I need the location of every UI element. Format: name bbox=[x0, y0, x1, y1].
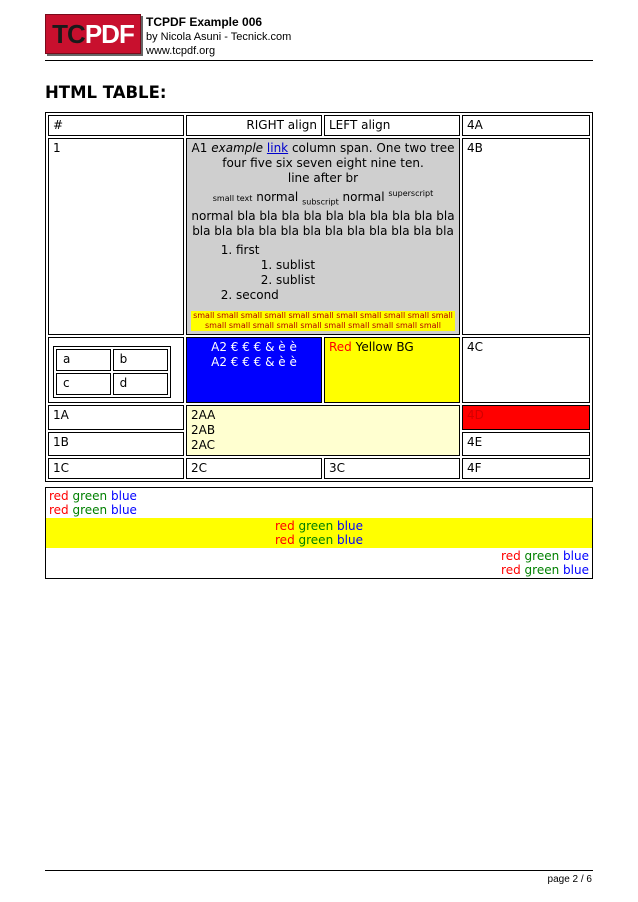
table-row bbox=[48, 405, 590, 430]
red-text: red bbox=[49, 489, 69, 503]
table-row bbox=[46, 548, 593, 579]
rgb-cell-left bbox=[46, 488, 593, 519]
table-row bbox=[46, 488, 593, 519]
green-text: green bbox=[524, 549, 560, 563]
red-text: red bbox=[49, 503, 69, 517]
green-text: green bbox=[72, 489, 108, 503]
bla-text: normal bla bla bla bla bla bla bla bla bla bla bla bla bla bla bla bla bla bla bla bla bla bla bbox=[191, 209, 455, 239]
header-title: TCPDF Example 006 bbox=[146, 15, 263, 29]
cell-1a: 1A bbox=[48, 405, 184, 430]
list-item bbox=[236, 243, 455, 288]
cell-4b: 4B bbox=[462, 138, 590, 335]
cell-right-align: RIGHT align bbox=[186, 115, 322, 136]
table-row bbox=[48, 337, 590, 403]
cell-line-2aa: 2AA bbox=[191, 408, 216, 423]
subscript-text: subscript bbox=[302, 197, 339, 207]
nested-cell-c: c bbox=[56, 373, 111, 395]
red-text: red bbox=[501, 549, 521, 563]
rgb-alignment-table bbox=[45, 487, 593, 579]
footer-rule bbox=[45, 870, 593, 871]
small-yellow-box: small small small small small small small small small small small small small small small small small small small small small bbox=[191, 311, 455, 331]
red-text: red bbox=[275, 519, 295, 533]
cell-hash: # bbox=[48, 115, 184, 136]
table-row bbox=[48, 458, 590, 479]
blue-text: blue bbox=[563, 563, 589, 577]
table-row bbox=[56, 349, 168, 371]
cell-4e: 4E bbox=[462, 432, 590, 457]
blue-text: blue bbox=[337, 533, 363, 547]
header-rule bbox=[45, 60, 593, 61]
tcpdf-logo bbox=[45, 14, 141, 54]
list-item-first: first bbox=[236, 243, 260, 258]
cell-2a-rowspan bbox=[186, 405, 460, 456]
list-item: 1. sublist bbox=[276, 258, 455, 273]
cell-4d: 4D bbox=[462, 405, 590, 430]
a1-text-rest: column span. One two tree four five six seven eight nine ten. bbox=[222, 141, 455, 170]
header-url: www.tcpdf.org bbox=[146, 45, 216, 57]
cell-nested-table bbox=[48, 337, 184, 403]
logo-text-pdf: PDF bbox=[84, 18, 134, 49]
logo-text-tc: TC bbox=[52, 18, 85, 49]
red-word: Red bbox=[329, 340, 352, 355]
cell-a1-colspan bbox=[186, 138, 460, 335]
header-author: by Nicola Asuni - Tecnick.com bbox=[146, 31, 292, 43]
cell-4a: 4A bbox=[462, 115, 590, 136]
nested-cell-a: a bbox=[56, 349, 111, 371]
list-item: 2. second bbox=[236, 288, 455, 303]
page-heading: HTML TABLE: bbox=[45, 83, 167, 102]
a1-italic: example bbox=[211, 141, 264, 155]
green-text: green bbox=[298, 533, 334, 547]
ordered-list bbox=[191, 243, 455, 303]
green-text: green bbox=[72, 503, 108, 517]
blue-text: blue bbox=[337, 519, 363, 533]
blue-text: blue bbox=[111, 489, 137, 503]
blue-text: blue bbox=[111, 503, 137, 517]
green-text: green bbox=[298, 519, 334, 533]
table-row bbox=[46, 518, 593, 548]
a1-text: A1 bbox=[191, 141, 212, 155]
red-text: red bbox=[501, 563, 521, 577]
nested-cell-d: d bbox=[113, 373, 168, 395]
nested-cell-b: b bbox=[113, 349, 168, 371]
cell-4c: 4C bbox=[462, 337, 590, 403]
table-row bbox=[48, 138, 590, 335]
header-text bbox=[146, 15, 291, 58]
cell-a2-blue bbox=[186, 337, 322, 403]
a1-link[interactable]: link bbox=[266, 141, 289, 155]
cell-line-2ab: 2AB bbox=[191, 423, 216, 438]
page-number: page 2 / 6 bbox=[547, 874, 592, 885]
cell-2c: 2C bbox=[186, 458, 322, 479]
yellow-bg-text: Yellow BG bbox=[351, 340, 414, 355]
superscript-text: superscript bbox=[388, 189, 434, 198]
table-row bbox=[48, 115, 590, 136]
list-item: 2. sublist bbox=[276, 273, 455, 288]
rgb-cell-right bbox=[46, 548, 593, 579]
cell-4f: 4F bbox=[462, 458, 590, 479]
rgb-cell-center bbox=[46, 518, 593, 548]
cell-left-align: LEFT align bbox=[324, 115, 460, 136]
cell-line-2ac: 2AC bbox=[191, 438, 216, 453]
cell-1c: 1C bbox=[48, 458, 184, 479]
normal-text: normal bbox=[252, 190, 303, 204]
line-after-br: line after br bbox=[287, 171, 359, 185]
cell-1: 1 bbox=[48, 138, 184, 335]
blue-text: blue bbox=[563, 549, 589, 563]
a2-line: A2 € € € & è è bbox=[211, 355, 297, 370]
small-text: small text bbox=[212, 194, 253, 203]
cell-1b: 1B bbox=[48, 432, 184, 457]
html-table bbox=[45, 112, 593, 482]
red-text: red bbox=[275, 533, 295, 547]
cell-yellow-bg bbox=[324, 337, 460, 403]
nested-list bbox=[236, 258, 455, 288]
page-header bbox=[45, 10, 593, 60]
cell-3c: 3C bbox=[324, 458, 460, 479]
normal-text-2: normal bbox=[338, 190, 389, 204]
table-row bbox=[56, 373, 168, 395]
a2-line: A2 € € € & è è bbox=[211, 340, 297, 355]
nested-table bbox=[53, 346, 171, 398]
green-text: green bbox=[524, 563, 560, 577]
